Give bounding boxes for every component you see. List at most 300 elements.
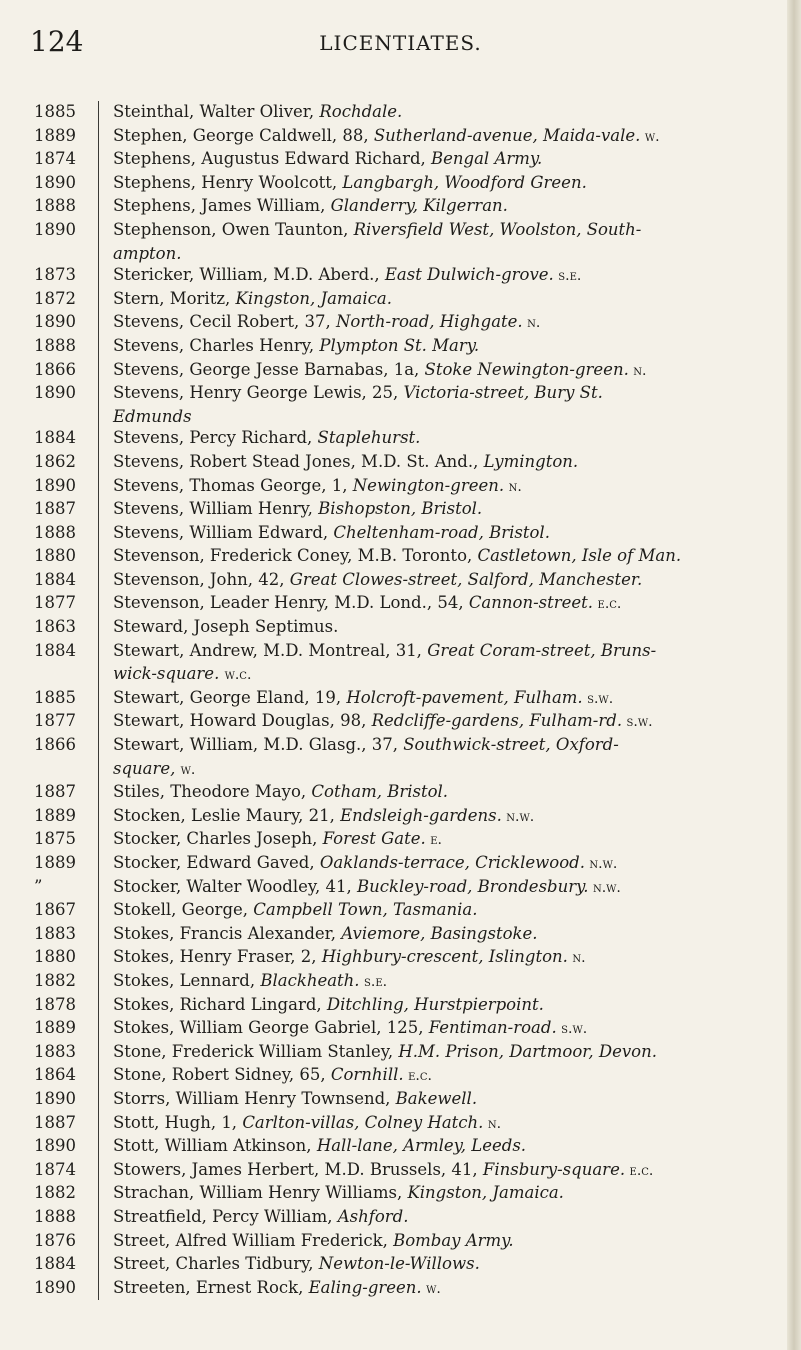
list-item — [32, 1206, 784, 1230]
entry-year: 1888 — [34, 196, 76, 216]
entry-year: 1884 — [34, 640, 76, 660]
entry-postal-district: w. — [640, 128, 660, 145]
entry-address: Southwick-street, Oxford- — [403, 735, 619, 755]
entry-line — [113, 876, 784, 900]
entry-text — [99, 382, 785, 427]
entry-name: Stevens, George Jesse Barnabas, 1a, — [113, 359, 425, 379]
entry-year: 1890 — [34, 1277, 76, 1297]
entry-address: Cotham, Bristol. — [311, 782, 449, 802]
entry-name: Stone, Frederick William Stanley, — [113, 1041, 399, 1061]
entry-year: 1877 — [34, 711, 76, 731]
entry-year: 1890 — [34, 312, 76, 332]
entry-name: Stevenson, John, 42, — [113, 569, 290, 589]
entry-name: Stokes, William George Gabriel, 125, — [113, 1018, 429, 1038]
list-item — [32, 311, 784, 335]
entry-address: Fentiman-road. — [428, 1018, 557, 1038]
list-item — [32, 734, 784, 781]
entry-text — [99, 545, 785, 569]
entry-line — [113, 219, 784, 243]
entry-line — [113, 592, 784, 616]
entry-text — [99, 522, 785, 546]
entry-year: 1863 — [34, 617, 76, 637]
entry-year: 1888 — [34, 335, 76, 355]
entry-line — [113, 498, 784, 522]
entry-postal-district: w. — [421, 1280, 441, 1297]
list-item — [32, 382, 784, 427]
entry-year: 1862 — [34, 451, 76, 471]
entry-name: Stiles, Theodore Mayo, — [113, 782, 312, 802]
entry-name: Stevens, Henry George Lewis, 25, — [113, 383, 404, 403]
entry-year: 1877 — [34, 593, 76, 613]
list-body — [32, 101, 784, 1300]
list-item — [32, 923, 784, 947]
entry-text — [99, 1159, 785, 1183]
entry-text — [99, 1112, 785, 1136]
page-header — [0, 22, 801, 62]
entry-text — [99, 640, 785, 687]
entry-text — [99, 899, 785, 923]
entry-year: 1864 — [34, 1065, 76, 1085]
entry-text — [99, 1064, 785, 1088]
entry-address: Newton-le-Willows. — [318, 1254, 480, 1274]
entry-continuation-text: square, — [113, 758, 181, 778]
entry-name: Stott, Hugh, 1, — [113, 1112, 243, 1132]
entry-text — [99, 734, 785, 781]
entry-address: Redcliffe-gardens, Fulham-rd. — [371, 711, 623, 731]
entry-text — [99, 970, 785, 994]
entry-address: Rochdale. — [319, 102, 403, 121]
entry-line — [113, 805, 784, 829]
entry-line — [113, 1206, 784, 1230]
entry-year: 1887 — [34, 1112, 76, 1132]
entry-address: Bengal Army. — [431, 149, 543, 169]
list-item — [32, 1253, 784, 1277]
entry-name: Stevenson, Leader Henry, M.D. Lond., 54, — [113, 593, 469, 613]
entry-line — [113, 101, 784, 125]
list-item — [32, 427, 784, 451]
list-item — [32, 172, 784, 196]
entry-postal-district: n. — [483, 1115, 502, 1132]
entry-line — [113, 545, 784, 569]
entry-text — [99, 1182, 785, 1206]
entry-line — [113, 172, 784, 196]
entry-year: 1889 — [34, 1018, 76, 1038]
entry-year: 1890 — [34, 172, 76, 192]
entry-address: Victoria-street, Bury St. — [403, 383, 603, 403]
entry-text — [99, 1277, 785, 1301]
entry-address: Endsleigh-gardens. — [340, 805, 502, 825]
entry-continuation — [113, 758, 784, 782]
list-item — [32, 1159, 784, 1183]
entry-line — [113, 923, 784, 947]
list-item — [32, 876, 784, 900]
entry-text — [99, 994, 785, 1018]
entry-line — [113, 640, 784, 664]
entry-year: 1889 — [34, 853, 76, 872]
entry-name: Street, Charles Tidbury, — [113, 1254, 319, 1274]
entry-year: 1873 — [34, 265, 76, 285]
entry-text — [99, 475, 785, 499]
entry-postal-district: e. — [425, 832, 442, 849]
list-item — [32, 451, 784, 475]
entry-name: Storrs, William Henry Townsend, — [113, 1088, 396, 1108]
entry-address: Campbell Town, Tasmania. — [253, 900, 478, 920]
entry-name: Stocker, Edward Gaved, — [113, 853, 320, 872]
entry-text — [99, 427, 785, 451]
entry-address: Great Coram-street, Bruns- — [427, 640, 657, 660]
entry-text — [99, 852, 785, 876]
entry-continuation — [113, 663, 784, 687]
entry-name: Stone, Robert Sidney, 65, — [113, 1065, 331, 1085]
entry-line — [113, 734, 784, 758]
entry-name: Stephen, George Caldwell, 88, — [113, 125, 374, 145]
entry-address: Sutherland-avenue, Maida-vale. — [373, 125, 641, 145]
page-spine-edge — [787, 0, 801, 1350]
entry-name: Stephens, Augustus Edward Richard, — [113, 149, 432, 169]
entry-address: Kingston, Jamaica. — [235, 288, 392, 308]
entry-line — [113, 427, 784, 451]
entry-text — [99, 219, 785, 264]
entry-line — [113, 994, 784, 1018]
entry-name: Stevens, Percy Richard, — [113, 428, 318, 448]
list-item — [32, 1041, 784, 1065]
entry-line — [113, 522, 784, 546]
entry-year: 1889 — [34, 125, 76, 145]
entry-text — [99, 359, 785, 383]
entry-year: 1874 — [34, 149, 76, 169]
list-item — [32, 148, 784, 172]
entry-address: Buckley-road, Brondesbury. — [357, 876, 589, 896]
entry-text — [99, 125, 785, 149]
list-item — [32, 264, 784, 288]
list-item — [32, 1017, 784, 1041]
list-item — [32, 1277, 784, 1301]
entry-year: 1875 — [34, 829, 76, 849]
entry-year: 1874 — [34, 1159, 76, 1179]
entry-continuation — [113, 406, 784, 428]
entry-line — [113, 311, 784, 335]
entry-address: Plympton St. Mary. — [319, 335, 480, 355]
list-item — [32, 569, 784, 593]
entry-line — [113, 195, 784, 219]
entry-line — [113, 1088, 784, 1112]
entry-name: Steward, Joseph Septimus. — [113, 617, 339, 637]
list-item — [32, 219, 784, 264]
entry-line — [113, 899, 784, 923]
entry-name: Stephens, Henry Woolcott, — [113, 172, 343, 192]
entry-name: Stevens, Thomas George, 1, — [113, 475, 353, 495]
entry-text — [99, 687, 785, 711]
entry-postal-district: n. — [567, 950, 586, 967]
list-item — [32, 195, 784, 219]
entry-name: Steinthal, Walter Oliver, — [113, 102, 320, 121]
entry-address: Carlton-villas, Colney Hatch. — [242, 1112, 484, 1132]
entry-address: Langbargh, Woodford Green. — [342, 172, 587, 192]
entry-line — [113, 1182, 784, 1206]
list-item — [32, 970, 784, 994]
entry-name: Streeten, Ernest Rock, — [113, 1277, 309, 1297]
entry-address: Hall-lane, Armley, Leeds. — [316, 1136, 527, 1156]
entry-name: Stericker, William, M.D. Aberd., — [113, 265, 385, 285]
entry-text — [99, 592, 785, 616]
list-item — [32, 1064, 784, 1088]
entry-line — [113, 1112, 784, 1136]
entry-year: 1888 — [34, 1206, 76, 1226]
entry-line — [113, 475, 784, 499]
entry-text — [99, 876, 785, 900]
entry-name: Stevens, Cecil Robert, 37, — [113, 312, 336, 332]
entry-line — [113, 359, 784, 383]
list-item — [32, 616, 784, 640]
entry-text — [99, 828, 785, 852]
entry-line — [113, 781, 784, 805]
list-item — [32, 288, 784, 312]
entry-line — [113, 1064, 784, 1088]
entry-name: Stewart, George Eland, 19, — [113, 687, 347, 707]
list-item — [32, 1182, 784, 1206]
entry-year: 1882 — [34, 970, 76, 990]
entry-name: Stewart, Howard Douglas, 98, — [113, 711, 372, 731]
entry-text — [99, 1041, 785, 1065]
entry-address: Riversfield West, Woolston, South- — [353, 219, 642, 239]
entry-text — [99, 498, 785, 522]
list-item — [32, 1230, 784, 1254]
entry-address: Ashford. — [337, 1206, 409, 1226]
entry-line — [113, 1230, 784, 1254]
entry-text — [99, 616, 785, 640]
list-item — [32, 359, 784, 383]
entry-year: 1885 — [34, 687, 76, 707]
entry-postal-district: s.e. — [359, 973, 388, 990]
entry-name: Stevenson, Frederick Coney, M.B. Toronto, — [113, 546, 478, 566]
entry-text — [99, 710, 785, 734]
list-item — [32, 828, 784, 852]
entry-year: ” — [34, 876, 43, 896]
entry-year: 1880 — [34, 546, 76, 566]
entry-year: 1872 — [34, 288, 76, 308]
list-item — [32, 592, 784, 616]
entry-postal-district: n. — [504, 478, 522, 495]
entry-name: Stokes, Henry Fraser, 2, — [113, 947, 322, 967]
entry-postal-district: s.w. — [582, 690, 614, 707]
entry-name: Stocken, Leslie Maury, 21, — [113, 805, 341, 825]
entry-postal-district: e.c. — [593, 596, 622, 613]
entry-name: Stevens, William Edward, — [113, 522, 334, 542]
entry-postal-district: n.w. — [584, 856, 618, 872]
entry-text — [99, 101, 785, 125]
entry-text — [99, 1135, 785, 1159]
entry-name: Streatfield, Percy William, — [113, 1206, 338, 1226]
entry-name: Street, Alfred William Frederick, — [113, 1230, 394, 1250]
entry-address: Bakewell. — [395, 1088, 478, 1108]
list-item — [32, 640, 784, 687]
entry-address: Newington-green. — [352, 475, 505, 495]
entry-year: 1887 — [34, 499, 76, 519]
entry-year: 1884 — [34, 1254, 76, 1274]
list-item — [32, 805, 784, 829]
entry-text — [99, 569, 785, 593]
entry-address: Finsbury-square. — [482, 1159, 626, 1179]
entry-text — [99, 1230, 785, 1254]
entry-text — [99, 288, 785, 312]
entry-address: Oaklands-terrace, Cricklewood. — [319, 853, 585, 872]
entry-address: Aviemore, Basingstoke. — [341, 923, 538, 943]
entry-postal-district: s.e. — [553, 268, 582, 285]
entry-year: 1890 — [34, 219, 76, 239]
entry-postal-district: e.c. — [625, 1162, 654, 1179]
entry-name: Stephenson, Owen Taunton, — [113, 219, 354, 239]
entry-line — [113, 148, 784, 172]
entry-address: Bishopston, Bristol. — [318, 499, 483, 519]
entry-name: Stokes, Richard Lingard, — [113, 994, 327, 1014]
list-item — [32, 101, 784, 125]
entry-name: Stewart, William, M.D. Glasg., 37, — [113, 735, 404, 755]
entry-text — [99, 335, 785, 359]
entry-continuation — [113, 243, 784, 265]
entry-text — [99, 195, 785, 219]
entry-line — [113, 335, 784, 359]
entry-year: 1883 — [34, 1041, 76, 1061]
entry-text — [99, 805, 785, 829]
entry-year: 1890 — [34, 475, 76, 495]
entry-year: 1890 — [34, 1136, 76, 1156]
entry-year: 1882 — [34, 1183, 76, 1203]
entry-address: Cheltenham-road, Bristol. — [333, 522, 550, 542]
entry-name: Strachan, William Henry Williams, — [113, 1183, 408, 1203]
entry-postal-district: n. — [522, 315, 541, 332]
entry-name: Stevens, William Henry, — [113, 499, 319, 519]
licentiates-list — [32, 101, 784, 1300]
entry-name: Stephens, James William, — [113, 196, 331, 216]
entry-name: Stokell, George, — [113, 900, 254, 920]
list-item — [32, 498, 784, 522]
list-item — [32, 781, 784, 805]
entry-line — [113, 569, 784, 593]
entry-line — [113, 852, 784, 876]
entry-text — [99, 1017, 785, 1041]
entry-year: 1866 — [34, 359, 76, 379]
page-number: 124 — [30, 25, 84, 58]
entry-postal-district: n.w. — [501, 808, 535, 825]
entry-line — [113, 828, 784, 852]
entry-name: Stocker, Charles Joseph, — [113, 829, 323, 849]
list-item — [32, 545, 784, 569]
list-item — [32, 1112, 784, 1136]
entry-text — [99, 1088, 785, 1112]
entry-address: Cornhill. — [330, 1065, 404, 1085]
entry-postal-district: w.c. — [224, 667, 252, 684]
list-item — [32, 335, 784, 359]
entry-name: Stott, William Atkinson, — [113, 1136, 317, 1156]
entry-address: Stoke Newington-green. — [424, 359, 629, 379]
entry-name: Stern, Moritz, — [113, 288, 236, 308]
entry-line — [113, 687, 784, 711]
entry-address: Forest Gate. — [322, 829, 426, 849]
list-item — [32, 899, 784, 923]
entry-line — [113, 1041, 784, 1065]
list-item — [32, 475, 784, 499]
entry-year: 1867 — [34, 900, 76, 920]
entry-address: Bombay Army. — [393, 1230, 514, 1250]
entry-address: North-road, Highgate. — [335, 312, 523, 332]
list-item — [32, 994, 784, 1018]
entry-continuation-text: ampton. — [113, 243, 182, 263]
entry-address: Great Clowes-street, Salford, Manchester. — [289, 569, 643, 589]
entry-year: 1888 — [34, 522, 76, 542]
entry-line — [113, 1277, 784, 1301]
entry-text — [99, 311, 785, 335]
entry-text — [99, 451, 785, 475]
list-item — [32, 1088, 784, 1112]
entry-address: Ditchling, Hurstpierpoint. — [326, 994, 544, 1014]
entry-continuation-text: Edmunds — [113, 406, 192, 426]
list-item — [32, 852, 784, 876]
list-item — [32, 125, 784, 149]
entry-line — [113, 710, 784, 734]
entry-year: 1884 — [34, 569, 76, 589]
entry-text — [99, 946, 785, 970]
list-item — [32, 522, 784, 546]
entry-postal-district: n. — [628, 362, 647, 379]
entry-text — [99, 264, 785, 288]
entry-postal-district: w. — [180, 761, 196, 778]
entry-address: Holcroft-pavement, Fulham. — [346, 687, 583, 707]
entry-line — [113, 1159, 784, 1183]
entry-postal-district: e.c. — [403, 1068, 432, 1085]
list-item — [32, 710, 784, 734]
entry-line — [113, 288, 784, 312]
entry-address: Lymington. — [483, 451, 579, 471]
entry-year: 1889 — [34, 805, 76, 825]
entry-text — [99, 781, 785, 805]
entry-address: Castletown, Isle of Man. — [477, 546, 682, 566]
entry-line — [113, 946, 784, 970]
entry-line — [113, 970, 784, 994]
entry-text — [99, 1206, 785, 1230]
entry-name: Stocker, Walter Woodley, 41, — [113, 876, 358, 896]
entry-year: 1883 — [34, 923, 76, 943]
entry-year: 1887 — [34, 782, 76, 802]
entry-postal-district: n.w. — [588, 879, 621, 896]
entry-year: 1885 — [34, 102, 76, 121]
entry-name: Stewart, Andrew, M.D. Montreal, 31, — [113, 640, 428, 660]
entry-address: Highbury-crescent, Islington. — [321, 947, 568, 967]
entry-year: 1876 — [34, 1230, 76, 1250]
entry-name: Stevens, Charles Henry, — [113, 335, 320, 355]
entry-line — [113, 264, 784, 288]
entry-line — [113, 451, 784, 475]
entry-text — [99, 148, 785, 172]
entry-line — [113, 616, 784, 640]
list-item — [32, 1135, 784, 1159]
entry-line — [113, 1135, 784, 1159]
entry-name: Stokes, Francis Alexander, — [113, 923, 342, 943]
entry-address: Staplehurst. — [317, 428, 421, 448]
entry-year: 1884 — [34, 428, 76, 448]
entry-line — [113, 125, 784, 149]
entry-text — [99, 923, 785, 947]
list-item — [32, 946, 784, 970]
entry-text — [99, 172, 785, 196]
entry-address: Glanderry, Kilgerran. — [330, 196, 508, 216]
entry-line — [113, 1017, 784, 1041]
running-head: LICENTIATES. — [319, 31, 482, 55]
entry-postal-district: s.w. — [622, 714, 653, 731]
entry-address: Ealing-green. — [308, 1277, 422, 1297]
entry-name: Stokes, Lennard, — [113, 970, 261, 990]
entry-line — [113, 382, 784, 406]
entry-name: Stevens, Robert Stead Jones, M.D. St. And., — [113, 451, 484, 471]
